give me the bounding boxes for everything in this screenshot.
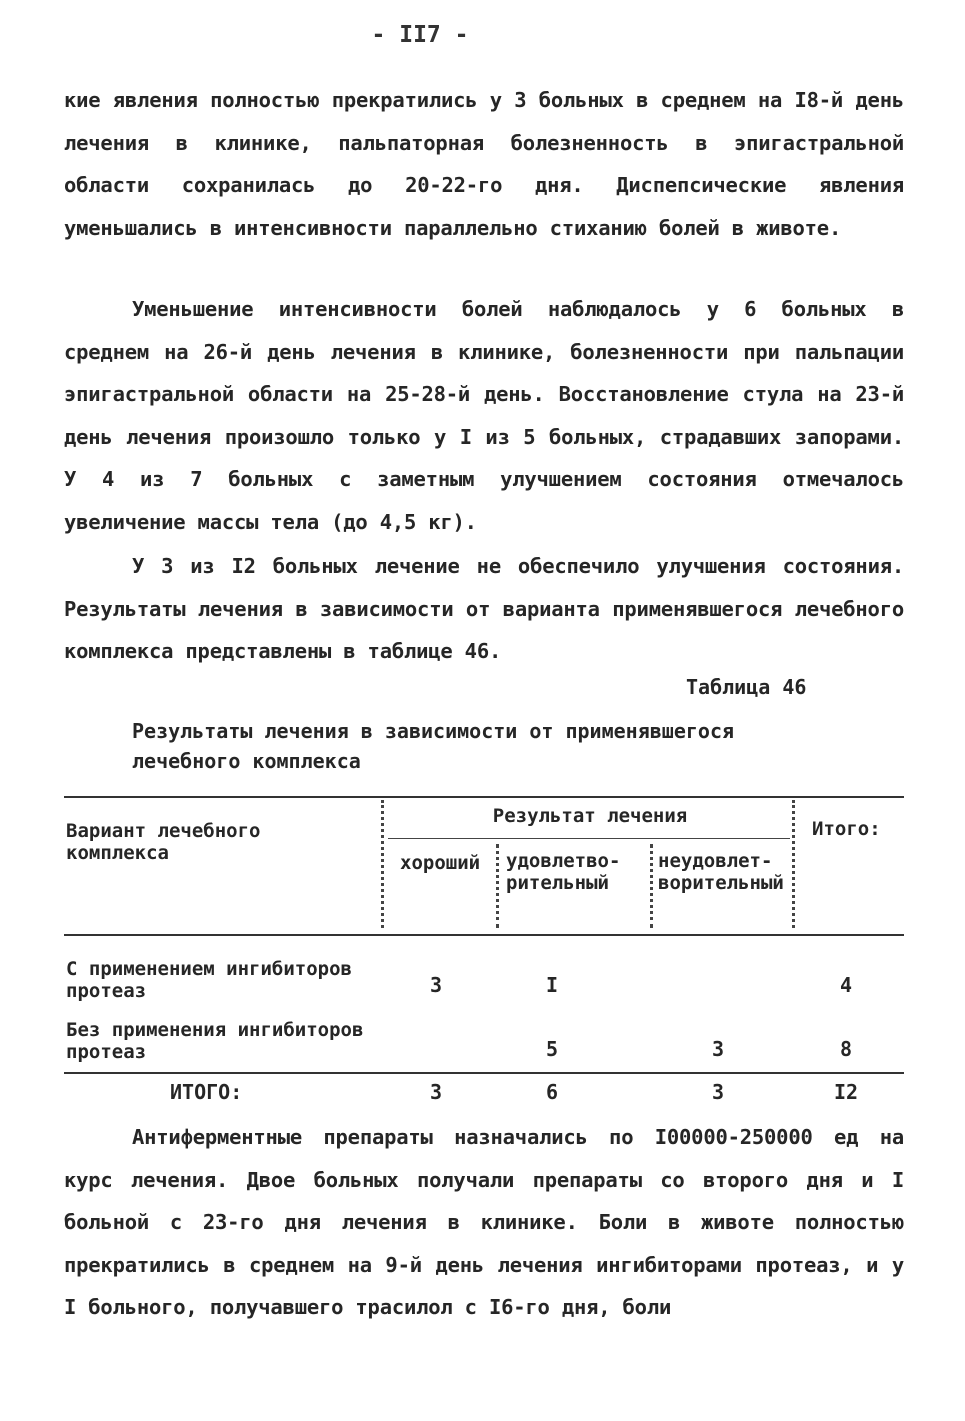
cell-satisfactory: I — [545, 973, 559, 997]
paragraph-antienzyme — [64, 1116, 904, 1329]
paragraph-continuation — [64, 79, 904, 249]
column-divider — [381, 800, 384, 928]
cell-total: 4 — [839, 973, 853, 997]
header-unsatisfactory: неудовлет-ворительный — [658, 850, 784, 894]
row-label-without-inhibitors: Без применения ингибиторов протеаз — [66, 1019, 364, 1063]
page-number: - II7 - — [371, 22, 469, 48]
table-bottom-rule — [64, 1072, 904, 1074]
table-caption-line: лечебного комплекса — [132, 749, 361, 773]
table-subheader-rule — [388, 838, 790, 839]
paragraph-text: кие явления полностью прекратились у 3 больных в среднем на I8-й день лечения в клинике, пальпаторная болезненность в эпигастральной области сохранилась до 20-22-го дня. Диспепсические явления уменьшались в интенсивности параллельно стиханию болей в животе. — [64, 88, 904, 240]
table-caption-line: Результаты лечения в зависимости от применявшегося — [132, 719, 735, 743]
header-total: Итого: — [812, 818, 881, 840]
cell-satisfactory: 5 — [545, 1037, 559, 1061]
paragraph-results-intro — [64, 545, 904, 673]
total-unsatisfactory: 3 — [711, 1080, 725, 1104]
header-satisfactory: удовлетво-рительный — [506, 850, 621, 894]
paragraph-text: У 3 из I2 больных лечение не обеспечило улучшения состояния. Результаты лечения в зависимости от варианта применявшегося лечебного комплекса представлены в таблице 46. — [64, 554, 904, 663]
paragraph-text: Антиферментные препараты назначались по I00000-250000 ед на курс лечения. Двое больных получали препараты со второго дня и I больной с 23-го дня лечения в клинике. Боли в животе полностью прекратились в среднем на 9-й день лечения ингибиторами протеаз, и у I больного, получавшего трасилол с I6-го дня, боли — [64, 1125, 904, 1319]
header-result: Результат лечения — [492, 805, 688, 827]
table-label: Таблица 46 — [686, 675, 807, 699]
header-variant: Вариант лечебного комплекса — [66, 820, 261, 864]
column-divider — [650, 844, 653, 928]
column-divider — [792, 800, 795, 928]
total-satisfactory: 6 — [545, 1080, 559, 1104]
cell-good: 3 — [429, 973, 443, 997]
column-divider — [496, 844, 499, 928]
cell-total: 8 — [839, 1037, 853, 1061]
paragraph-pain-reduction — [64, 288, 904, 543]
total-good: 3 — [429, 1080, 443, 1104]
cell-unsatisfactory: 3 — [711, 1037, 725, 1061]
totals-label: ИТОГО: — [170, 1080, 243, 1104]
table-header-rule — [64, 934, 904, 936]
total-overall: I2 — [833, 1080, 859, 1104]
row-label-with-inhibitors: С применением ингибиторов протеаз — [66, 958, 352, 1002]
paragraph-text: Уменьшение интенсивности болей наблюдалось у 6 больных в среднем на 26-й день лечения в клинике, болезненности при пальпации эпигастральной области на 25-28-й день. Восстановление стула на 23-й день лечения произошло только у I из 5 больных, страдавших запорами. У 4 из 7 больных с заметным улучшением состояния отмечалось увеличение массы тела (до 4,5 кг). — [64, 297, 904, 534]
table-top-rule — [64, 796, 904, 798]
header-good: хороший — [400, 852, 481, 874]
table-caption — [132, 716, 832, 776]
